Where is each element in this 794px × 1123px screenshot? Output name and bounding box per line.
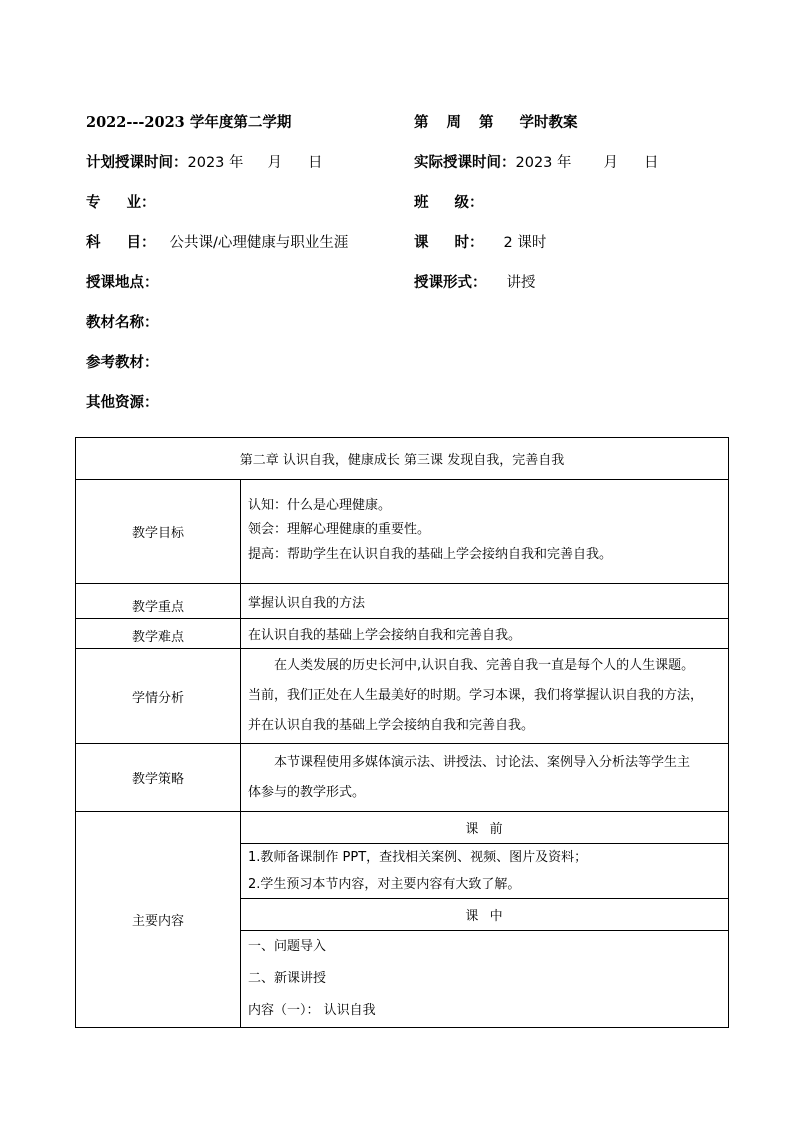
before-class-content-cell: [241, 844, 729, 899]
major-label: 专: [86, 194, 101, 211]
reference-label: 参考教材：: [86, 354, 159, 371]
goal-content-cell: [241, 480, 729, 584]
chapter-title: 第二章 认识自我，健康成长 第三课 发现自我，完善自我: [239, 453, 565, 468]
lesson-plan-title: [414, 113, 578, 133]
goal-comprehension: 领会：理解心理健康的重要性。: [248, 522, 431, 537]
before-class-item: 1.教师备课制作 PPT，查找相关案例、视频、图片及资料；: [248, 850, 588, 865]
class-row: [414, 193, 484, 213]
hours-label: 课: [414, 234, 429, 251]
difficulty-value: 在认识自我的基础上学会接纳自我和完善自我。: [248, 628, 522, 643]
week-label: 第: [414, 114, 429, 131]
difficulty-row: [76, 619, 729, 649]
textbook-row: [86, 313, 159, 333]
form-value: 讲授: [506, 275, 536, 291]
actual-time-label: 实际授课时间：: [414, 154, 516, 171]
planned-day: 日: [308, 155, 323, 171]
actual-day: 日: [644, 155, 659, 171]
class-label-tail: 级：: [454, 194, 484, 211]
subject-label-tail: 目：: [126, 234, 156, 251]
difficulty-label-cell: [76, 619, 241, 649]
goal-label-cell: [76, 480, 241, 584]
key-point-label-cell: [76, 584, 241, 619]
strategy-label: 教学策略: [131, 772, 184, 787]
in-class-item: 一、问题导入: [248, 939, 327, 954]
analysis-line: 当前，我们正处在人生最美好的时期。学习本课，我们将掌握认识自我的方法，: [248, 688, 704, 703]
goal-label: 教学目标: [131, 526, 184, 541]
other-resources-label: 其他资源：: [86, 394, 159, 411]
hours-value: 2 课时: [503, 235, 547, 251]
lesson-plan-table: [75, 437, 729, 1028]
reference-row: [86, 353, 159, 373]
actual-month: 月: [603, 155, 619, 171]
key-point-value: 掌握认识自我的方法: [248, 595, 366, 611]
goal-row: [76, 480, 729, 584]
planned-time-label: 计划授课时间：: [86, 154, 188, 171]
subject-row: [86, 233, 348, 253]
before-class-title-row: [76, 812, 729, 844]
key-point-row: [76, 584, 729, 619]
analysis-line: 在人类发展的历史长河中,认识自我、完善自我一直是每个人的人生课题。: [274, 658, 695, 673]
strategy-label-cell: [76, 744, 241, 812]
lesson-plan-label: 学时教案: [519, 114, 578, 131]
location-label: 授课地点：: [86, 274, 159, 291]
planned-month: 月: [267, 155, 283, 171]
strategy-line: 体参与的教学形式。: [248, 784, 366, 800]
difficulty-content-cell: [241, 619, 729, 649]
in-class-item: 二、新课讲授: [248, 971, 327, 986]
term-title: [86, 113, 291, 133]
form-label: 授课形式：: [414, 274, 487, 291]
analysis-content-cell: [241, 649, 729, 744]
in-class-content-cell: [241, 931, 729, 1028]
analysis-line: 并在认识自我的基础上学会接纳自我和完善自我。: [248, 718, 535, 733]
analysis-label: 学情分析: [131, 690, 184, 706]
before-class-title: 课 前: [465, 822, 504, 837]
in-class-item: 内容（一）： 认识自我: [248, 1003, 376, 1018]
term-text: 2022---2023 学年度第二学期: [86, 114, 292, 131]
analysis-label-cell: [76, 649, 241, 744]
form-row: [414, 273, 536, 293]
planned-year: 2023 年: [187, 155, 244, 171]
location-row: [86, 273, 159, 293]
in-class-title-cell: [241, 899, 729, 931]
in-class-title: 课 中: [465, 909, 504, 924]
goal-cognition: 认知：什么是心理健康。: [248, 498, 392, 513]
week-unit-label: 周: [446, 114, 461, 131]
before-class-title-cell: [241, 812, 729, 844]
period-label: 第: [479, 114, 494, 131]
other-resources-row: [86, 393, 159, 413]
actual-time-row: [414, 153, 659, 173]
major-label-tail: 业：: [126, 194, 156, 211]
class-label: 班: [414, 194, 429, 211]
planned-time-row: [86, 153, 323, 173]
difficulty-label: 教学难点: [131, 630, 184, 645]
chapter-title-cell: [76, 438, 729, 480]
hours-label-tail: 时：: [454, 234, 484, 251]
goal-improvement: 提高：帮助学生在认识自我的基础上学会接纳自我和完善自我。: [248, 547, 613, 562]
analysis-row: [76, 649, 729, 744]
subject-value: 公共课/心理健康与职业生涯: [169, 235, 349, 251]
key-point-content-cell: [241, 584, 729, 619]
major-row: [86, 193, 156, 213]
strategy-content-cell: [241, 744, 729, 812]
chapter-title-row: [76, 438, 729, 480]
main-content-label-cell: [76, 812, 241, 1028]
subject-label: 科: [86, 234, 101, 251]
actual-year: 2023 年: [515, 155, 572, 171]
hours-row: [414, 233, 546, 253]
before-class-item: 2.学生预习本节内容，对主要内容有大致了解。: [248, 877, 521, 892]
strategy-line: 本节课程使用多媒体演示法、讲授法、讨论法、案例导入分析法等学生主: [274, 754, 691, 770]
main-content-label: 主要内容: [131, 914, 184, 929]
strategy-row: [76, 744, 729, 812]
key-point-label: 教学重点: [131, 600, 184, 615]
textbook-label: 教材名称：: [86, 314, 159, 331]
